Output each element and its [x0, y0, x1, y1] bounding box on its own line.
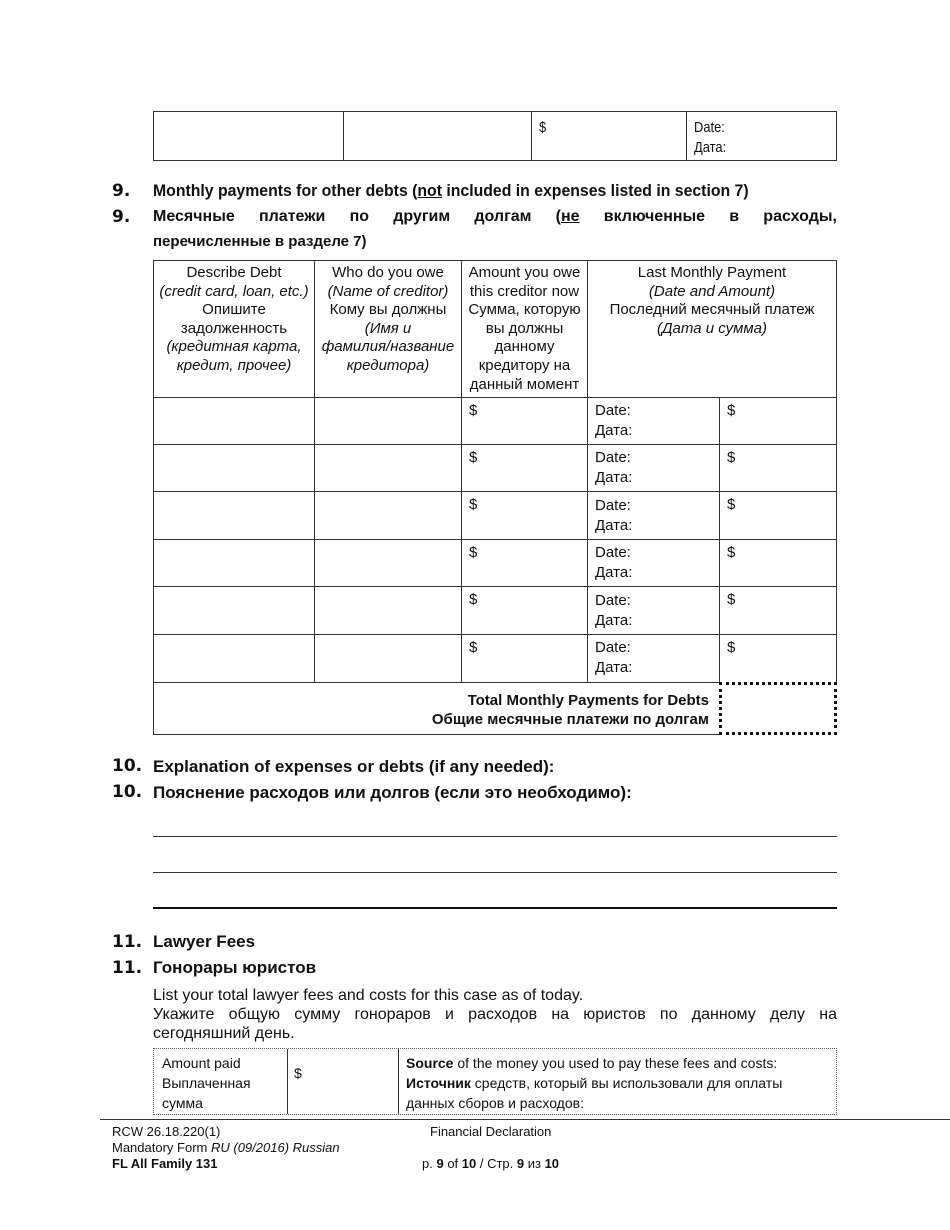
emphasis-ne: не: [560, 208, 580, 225]
row-divider: [153, 682, 719, 683]
footer-form-code: FL All Family 131: [112, 1156, 218, 1171]
header-text: Последний месячный платеж: [609, 301, 815, 319]
date-label-ru: Дата:: [694, 139, 727, 156]
payment-date-input[interactable]: Date:: [595, 592, 631, 609]
source-label-ru-line2: данных сборов и расходов:: [406, 1095, 584, 1111]
column-divider: [686, 112, 687, 160]
explanation-line-3[interactable]: [153, 907, 837, 909]
footer-text: из: [524, 1156, 545, 1171]
header-last-payment: [588, 264, 836, 338]
table-border: [153, 260, 837, 261]
header-hint: фамилия/название: [321, 338, 455, 356]
title-text: Monthly payments for other debts (: [153, 181, 418, 200]
footer-statute: RCW 26.18.220(1): [112, 1124, 221, 1139]
debt-creditor-input[interactable]: [315, 635, 461, 682]
header-describe-debt: [154, 264, 314, 376]
column-divider: [719, 397, 720, 682]
debt-describe-input[interactable]: [154, 587, 314, 634]
footer-form: [112, 1140, 340, 1156]
column-divider: [287, 1049, 288, 1114]
header-hint: кредит, прочее): [176, 356, 292, 374]
section-ref: 7: [353, 233, 362, 250]
payment-amount-input[interactable]: $: [727, 639, 736, 656]
page-current: 9: [436, 1156, 444, 1171]
payment-date-label-ru: Дата:: [595, 469, 633, 486]
debt-amount-input[interactable]: $: [469, 402, 478, 419]
amount-cell[interactable]: $: [539, 119, 547, 136]
debt-creditor-input[interactable]: [315, 540, 461, 586]
table-border: [836, 260, 837, 682]
footer-doc-title: Financial Declaration: [430, 1124, 552, 1139]
column-divider: [398, 1049, 399, 1114]
footer-divider: [100, 1119, 950, 1120]
title-text: ): [361, 233, 367, 250]
source-keyword: Source: [406, 1055, 454, 1071]
payment-date-label-ru: Дата:: [595, 517, 633, 534]
amount-paid-label-en: Amount paid: [162, 1055, 241, 1071]
debt-describe-input[interactable]: [154, 398, 314, 444]
source-label-ru: [406, 1073, 782, 1093]
source-keyword: Источник: [406, 1075, 471, 1091]
explanation-line-2[interactable]: [153, 872, 837, 873]
section-number: 9.: [112, 207, 131, 227]
lawyer-fees-instruction-ru-line1: Укажите общую сумму гонораров и расходов на юристов по данному делу на: [153, 1006, 837, 1023]
header-text: Сумма, которую: [468, 301, 581, 319]
debt-creditor-input[interactable]: [315, 492, 461, 539]
payment-date-label-ru: Дата:: [595, 612, 633, 629]
payment-date-input[interactable]: Date:: [595, 449, 631, 466]
payment-amount-input[interactable]: $: [727, 449, 736, 466]
section-number: 10.: [112, 782, 143, 802]
total-label-en: Total Monthly Payments for Debts: [467, 692, 709, 709]
footer-text: of: [443, 1156, 462, 1171]
footer-text: p.: [422, 1156, 437, 1171]
payment-amount-input[interactable]: $: [727, 496, 736, 513]
header-hint: (Name of creditor): [327, 282, 449, 300]
debt-amount-input[interactable]: $: [469, 449, 478, 466]
debt-describe-input[interactable]: [154, 492, 314, 539]
header-text: this creditor now: [469, 282, 580, 300]
amount-paid-label-ru: сумма: [162, 1095, 203, 1111]
section-number: 10.: [112, 756, 143, 776]
debt-creditor-input[interactable]: [315, 445, 461, 491]
debt-creditor-input[interactable]: [315, 398, 461, 444]
explanation-line-1[interactable]: [153, 836, 837, 837]
debt-amount-input[interactable]: $: [469, 544, 478, 561]
header-hint: (кредитная карта,: [166, 338, 302, 356]
payment-amount-input[interactable]: $: [727, 591, 736, 608]
emphasis-not: not: [417, 181, 442, 200]
section-9-title-en: [153, 181, 749, 201]
total-label-ru: Общие месячные платежи по долгам: [431, 711, 709, 728]
title-text: перечисленные в разделе: [153, 233, 354, 250]
title-text: Месячные платежи по другим долгам (: [153, 208, 561, 225]
header-text: вы должны: [485, 319, 564, 337]
lawyer-fees-instruction-ru-line2: сегодняшний день.: [153, 1025, 295, 1042]
payment-amount-input[interactable]: $: [727, 544, 736, 561]
section-9-title-ru-line2: [153, 233, 367, 250]
section-9-title-ru-line1: [153, 208, 837, 226]
page-total: 10: [544, 1156, 560, 1171]
source-label-en: [406, 1053, 777, 1073]
payment-date-input[interactable]: Date:: [595, 639, 631, 656]
debt-amount-input[interactable]: $: [469, 496, 478, 513]
page-total: 10: [461, 1156, 477, 1171]
footer-text: Стр.: [487, 1156, 517, 1171]
debts-table: [153, 260, 837, 735]
payment-date-input[interactable]: Date:: [595, 402, 631, 419]
previous-table-last-row: [153, 111, 837, 161]
header-text: задолженность: [180, 319, 288, 337]
header-hint: кредитора): [346, 356, 430, 374]
title-text: ): [743, 181, 749, 200]
source-text: of the money you used to pay these fees and costs:: [453, 1055, 778, 1071]
debt-describe-input[interactable]: [154, 445, 314, 491]
header-text: данному: [494, 338, 555, 356]
header-hint: (Date and Amount): [648, 282, 776, 300]
payment-amount-input[interactable]: $: [727, 402, 736, 419]
section-ref: 7: [734, 181, 744, 200]
source-text: средств, который вы использовали для оплаты: [470, 1075, 783, 1091]
header-text: Last Monthly Payment: [637, 264, 787, 281]
page-current: 9: [516, 1156, 525, 1171]
table-border: [153, 734, 719, 735]
footer-text: /: [476, 1156, 488, 1171]
section-11-title-ru: Гонорары юристов: [153, 958, 317, 977]
footer-page-number: [422, 1156, 559, 1172]
total-monthly-payments-field[interactable]: [719, 682, 837, 735]
debt-creditor-input[interactable]: [315, 587, 461, 634]
section-number: 11.: [112, 932, 143, 952]
footer-form-version: RU (09/2016) Russian: [210, 1140, 340, 1155]
lawyer-fees-instruction-en: List your total lawyer fees and costs for this case as of today.: [153, 987, 584, 1004]
footer-text: Mandatory Form: [112, 1140, 211, 1155]
payment-date-input[interactable]: Date:: [595, 497, 631, 514]
section-10-title-ru: Пояснение расходов или долгов (если это необходимо):: [153, 783, 632, 802]
payment-date-label-ru: Дата:: [595, 659, 633, 676]
debt-amount-input[interactable]: $: [469, 639, 478, 656]
header-text: данный момент: [469, 375, 580, 393]
header-text: Кому вы должны: [329, 301, 447, 319]
debt-describe-input[interactable]: [154, 635, 314, 682]
payment-date-label-ru: Дата:: [595, 564, 633, 581]
payment-date-label-ru: Дата:: [595, 422, 633, 439]
amount-paid-label-ru: Выплаченная: [162, 1075, 251, 1091]
title-text: включенные в расходы,: [579, 208, 837, 225]
header-text: Опишите: [202, 301, 266, 319]
lawyer-fees-table: [153, 1048, 837, 1115]
header-hint: (Дата и сумма): [657, 319, 767, 337]
header-text: Describe Debt: [186, 264, 282, 281]
section-10-title-en: Explanation of expenses or debts (if any needed):: [153, 757, 555, 776]
debt-amount-input[interactable]: $: [469, 591, 478, 608]
header-amount-owed: [462, 264, 587, 394]
creditor-cell[interactable]: [344, 112, 531, 160]
column-divider: [531, 112, 532, 160]
date-label-en[interactable]: Date:: [694, 119, 725, 136]
header-creditor: [315, 264, 461, 376]
header-text: кредитору на: [478, 356, 571, 374]
header-hint: (credit card, loan, etc.): [159, 282, 309, 300]
section-number: 9.: [112, 181, 131, 201]
describe-cell[interactable]: [154, 112, 343, 160]
header-hint: (Имя и: [364, 319, 412, 337]
amount-paid-input[interactable]: $: [294, 1065, 302, 1081]
title-text: included in expenses listed in section: [441, 181, 735, 200]
header-text: Who do you owe: [332, 264, 444, 281]
debt-describe-input[interactable]: [154, 540, 314, 586]
section-11-title-en: Lawyer Fees: [153, 932, 256, 951]
payment-date-input[interactable]: Date:: [595, 544, 631, 561]
header-text: Amount you owe: [468, 264, 581, 281]
section-number: 11.: [112, 958, 143, 978]
